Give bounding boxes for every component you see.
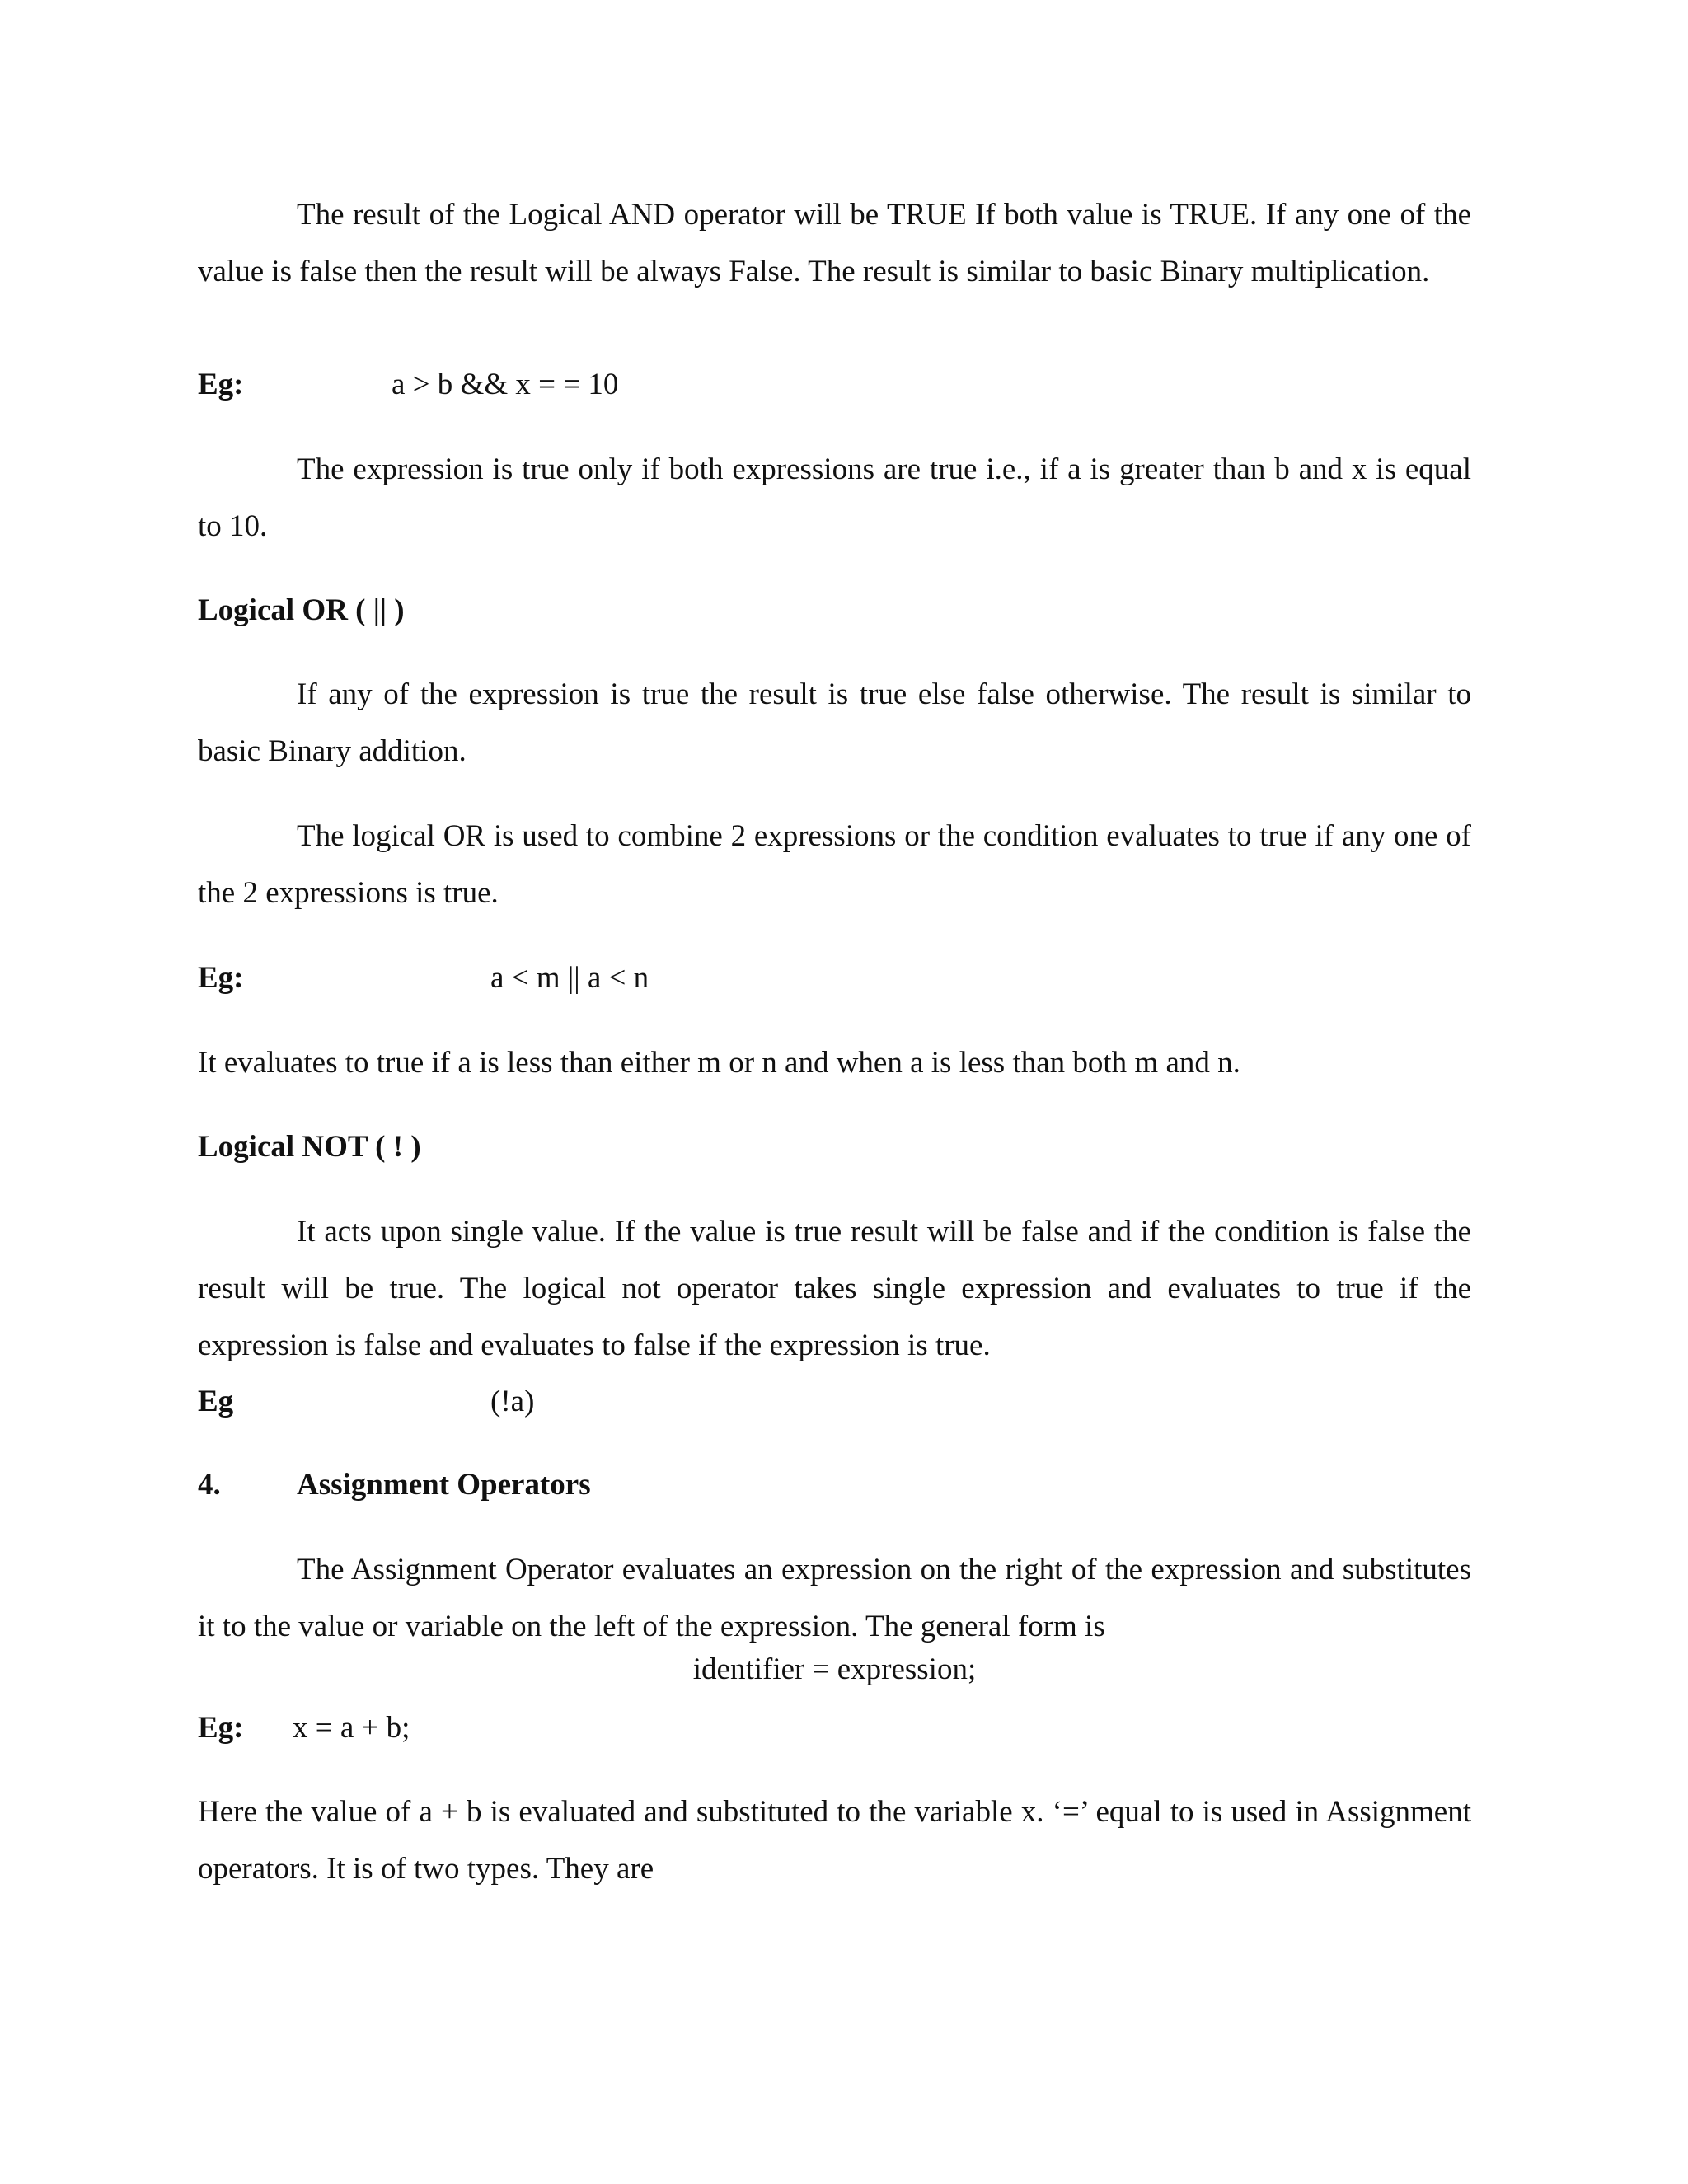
logical-or-paragraph-2: The logical OR is used to combine 2 expressions or the condition evaluates to true if any one of the 2 expressions is true. (198, 819, 1471, 910)
logical-or-example (198, 949, 649, 1006)
assignment-explanation: Here the value of a + b is evaluated and substituted to the variable x. ‘=’ equal to is used in Assignment operators. It is of two types. They are (198, 1795, 1471, 1886)
example-label: Eg: (198, 961, 244, 995)
example-code: (!a) (490, 1385, 535, 1418)
logical-and-paragraph: The result of the Logical AND operator will be TRUE If both value is TRUE. If any one of the value is false then the result will be always False. The result is similar to basic Binary multiplication. (198, 198, 1471, 288)
logical-or-explanation: It evaluates to true if a is less than either m or n and when a is less than both m and n. (198, 1046, 1240, 1080)
logical-not-paragraph: It acts upon single value. If the value is true result will be false and if the condition is false the result will be true. The logical not operator takes single expression and evaluates to true if the expression is false and evaluates to false if the expression is true. (198, 1215, 1471, 1362)
section-number: 4. (198, 1468, 221, 1502)
example-label: Eg (198, 1385, 234, 1418)
assignment-operators-heading (198, 1456, 591, 1513)
example-label: Eg: (198, 368, 244, 401)
assignment-general-form: identifier = expression; (692, 1652, 977, 1686)
logical-or-heading: Logical OR ( || ) (198, 593, 405, 627)
logical-not-heading: Logical NOT ( ! ) (198, 1130, 421, 1164)
example-code: a < m || a < n (490, 961, 649, 995)
example-label: Eg: (198, 1711, 244, 1745)
example-code: x = a + b; (293, 1711, 410, 1745)
logical-or-paragraph-1: If any of the expression is true the result is true else false otherwise. The result is similar to basic Binary addition. (198, 677, 1471, 768)
logical-and-example (198, 356, 619, 413)
logical-and-explanation: The expression is true only if both expressions are true i.e., if a is greater than b and x is equal to 10. (198, 452, 1471, 543)
assignment-paragraph: The Assignment Operator evaluates an expression on the right of the expression and substitutes it to the value or variable on the left of the expression. The general form is (198, 1553, 1471, 1643)
section-title: Assignment Operators (297, 1468, 591, 1502)
assignment-example (198, 1699, 410, 1756)
logical-not-example (198, 1373, 535, 1430)
example-code: a > b && x = = 10 (392, 368, 619, 401)
